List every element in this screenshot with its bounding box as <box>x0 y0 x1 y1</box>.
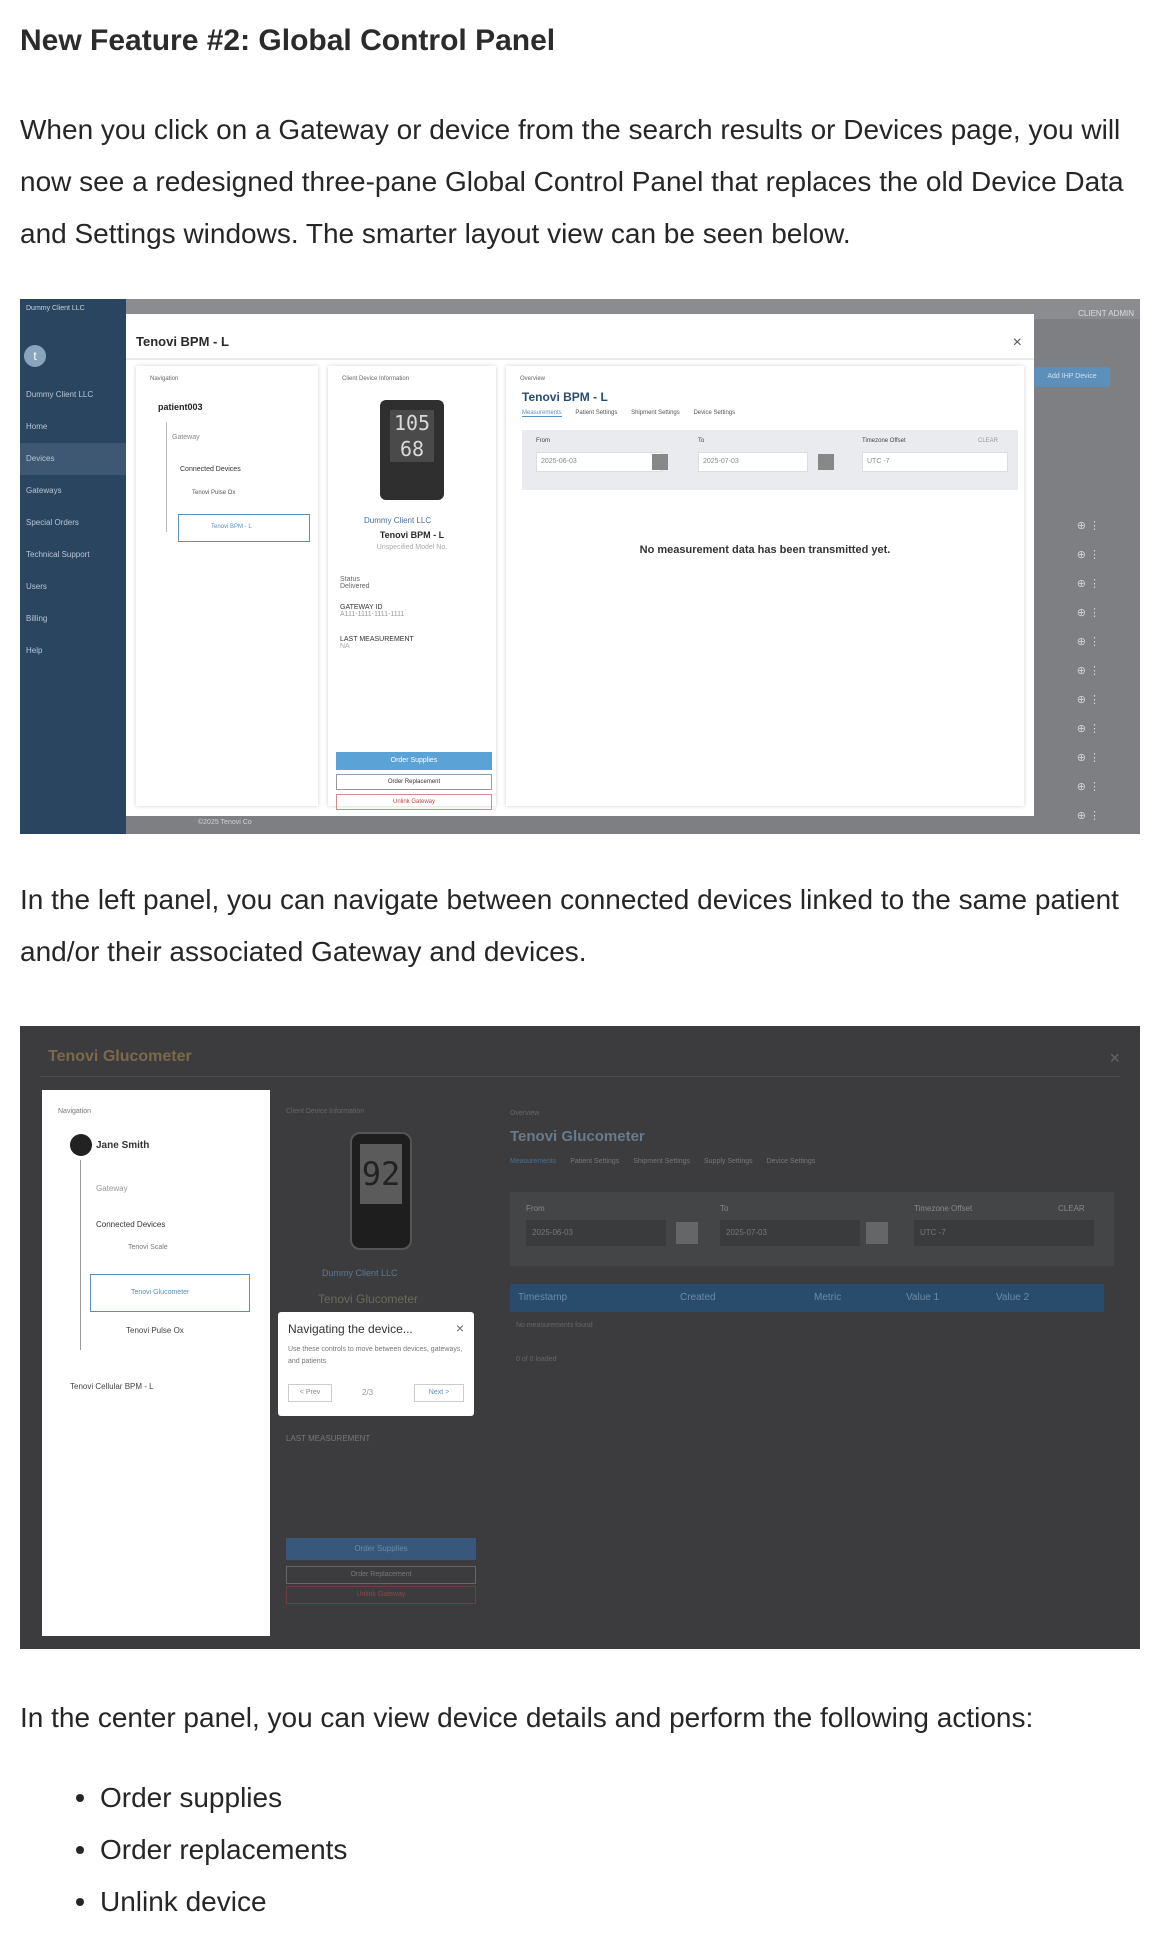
tab-shipment-settings[interactable]: Shipment Settings <box>633 1158 691 1165</box>
from-label: From <box>536 438 550 444</box>
blood-pressure-monitor-image <box>380 400 444 500</box>
device-node[interactable]: Tenovi Scale <box>128 1244 168 1251</box>
navigation-pane <box>42 1090 270 1636</box>
device-name: Tenovi Glucometer <box>318 1292 419 1306</box>
left-panel-paragraph: In the left panel, you can navigate between connected devices linked to the same patient and/or their associated Gateway and devices. <box>20 884 1119 967</box>
client-name: Dummy Client LLC <box>364 516 432 525</box>
device-node[interactable]: Tenovi Cellular BPM - L <box>70 1382 154 1391</box>
screenshot-navigation-panel <box>20 1026 1140 1649</box>
to-input[interactable]: 2025-07-03 <box>720 1220 860 1246</box>
connected-devices-label: Connected Devices <box>180 466 241 473</box>
last-measurement-label: LAST MEASUREMENT <box>286 1434 371 1443</box>
device-info-pane <box>328 366 496 806</box>
close-icon[interactable]: × <box>1012 334 1022 351</box>
to-label: To <box>698 438 705 444</box>
divider <box>126 358 1034 360</box>
pane-label: Navigation <box>58 1108 92 1115</box>
app-footer: ©2025 Tenovi Co <box>198 819 252 826</box>
step-counter: 2/3 <box>362 1388 374 1397</box>
close-icon[interactable]: × <box>455 1320 464 1336</box>
column-header[interactable]: Value 1 <box>906 1292 940 1303</box>
tooltip-title: Navigating the device... <box>288 1322 413 1336</box>
timezone-input[interactable]: UTC -7 <box>914 1220 1094 1246</box>
tab-supply-settings[interactable]: Supply Settings <box>704 1158 753 1165</box>
client-admin-label[interactable]: CLIENT ADMIN <box>1078 309 1134 318</box>
row-menu-icon[interactable]: ⊕ ⋮ <box>1076 752 1100 764</box>
list-item: Unlink device <box>76 1876 347 1928</box>
tooltip-body: Use these controls to move between devices, gateways, and patients <box>288 1346 463 1365</box>
status-label: Status <box>340 576 360 583</box>
gateway-node[interactable]: Gateway <box>172 434 200 441</box>
row-menu-icon[interactable]: ⊕ ⋮ <box>1076 723 1100 735</box>
add-device-button[interactable]: Add IHP Device <box>1034 367 1110 387</box>
row-menu-icon[interactable]: ⊕ ⋮ <box>1076 781 1100 793</box>
actions-list <box>76 1772 347 1928</box>
screenshot-global-control-panel <box>20 299 1140 834</box>
center-panel-paragraph: In the center panel, you can view device details and perform the following actions: <box>20 1702 1034 1733</box>
sidebar-item-special-orders[interactable]: Special Orders <box>26 518 79 527</box>
unlink-gateway-button[interactable]: Unlink Gateway <box>336 794 492 810</box>
avatar <box>70 1134 92 1156</box>
intro-paragraph: When you click on a Gateway or device from the search results or Devices page, you will now see a redesigned three-pane Global Control Panel that replaces the old Device Data and Settings windows. The smarter layout view can be seen below. <box>20 114 1124 249</box>
sidebar-item-gateways[interactable]: Gateways <box>26 486 62 495</box>
empty-table-message: No measurements found <box>516 1322 593 1329</box>
device-name: Tenovi BPM - L <box>379 530 445 540</box>
tree-line <box>166 422 167 532</box>
device-display: 105 68 <box>390 410 434 462</box>
timezone-input[interactable]: UTC -7 <box>862 452 1008 472</box>
status-value: Delivered <box>340 583 370 590</box>
status-field <box>340 576 370 590</box>
column-header[interactable]: Value 2 <box>996 1292 1030 1303</box>
sidebar-item-help[interactable]: Help <box>26 646 43 655</box>
list-item: Order replacements <box>76 1824 347 1876</box>
to-input[interactable]: 2025-07-03 <box>698 452 808 472</box>
row-menu-icon[interactable]: ⊕ ⋮ <box>1076 607 1100 619</box>
tree-line <box>80 1160 81 1350</box>
order-supplies-button[interactable]: Order Supplies <box>286 1538 476 1560</box>
pane-label: Client Device Information <box>286 1108 365 1115</box>
from-input[interactable]: 2025-06-03 <box>536 452 662 472</box>
control-panel-modal <box>126 314 1034 816</box>
patient-name[interactable]: patient003 <box>158 402 203 412</box>
row-menu-icon[interactable]: ⊕ ⋮ <box>1076 520 1100 532</box>
connected-devices-label: Connected Devices <box>96 1220 166 1229</box>
close-icon[interactable]: × <box>1109 1048 1120 1068</box>
device-node[interactable]: Tenovi Pulse Ox <box>126 1326 184 1335</box>
overview-tabs <box>522 410 747 416</box>
device-node[interactable]: Tenovi Pulse Ox <box>192 490 236 496</box>
tab-device-settings[interactable]: Device Settings <box>766 1158 816 1165</box>
device-model: Unspecified Model No. <box>376 544 448 551</box>
calendar-icon[interactable] <box>652 454 668 470</box>
tab-device-settings[interactable]: Device Settings <box>693 410 736 416</box>
device-node-selected[interactable]: Tenovi BPM - L <box>178 514 310 542</box>
client-name: Dummy Client LLC <box>322 1268 398 1278</box>
pane-label: Overview <box>520 376 546 382</box>
from-input[interactable]: 2025-06-03 <box>526 1220 666 1246</box>
tenovi-logo-icon: t <box>24 345 46 367</box>
from-label: From <box>526 1204 545 1213</box>
calendar-icon[interactable] <box>866 1222 888 1244</box>
tab-measurements[interactable]: Measurements <box>510 1158 557 1165</box>
sidebar-item-users[interactable]: Users <box>26 582 47 591</box>
sidebar-item-technical-support[interactable]: Technical Support <box>26 550 90 559</box>
sidebar-brand: Dummy Client LLC <box>26 305 85 312</box>
modal-title: Tenovi BPM - L <box>136 334 229 349</box>
calendar-icon[interactable] <box>676 1222 698 1244</box>
tab-measurements[interactable]: Measurements <box>522 410 562 416</box>
loaded-count: 0 of 0 loaded <box>516 1356 557 1363</box>
column-header[interactable]: Metric <box>814 1292 842 1303</box>
sidebar-item-home[interactable]: Home <box>26 422 48 431</box>
article-heading: New Feature #2: Global Control Panel <box>20 24 556 57</box>
overview-title: Tenovi BPM - L <box>522 390 608 404</box>
calendar-icon[interactable] <box>818 454 834 470</box>
glucometer-image <box>350 1132 412 1250</box>
row-action-icons <box>1040 519 1100 834</box>
tab-patient-settings[interactable]: Patient Settings <box>570 1158 620 1165</box>
device-display: 92 <box>360 1144 402 1204</box>
column-header[interactable]: Created <box>680 1292 716 1303</box>
pane-label: Client Device Information <box>342 376 410 382</box>
date-filter <box>510 1192 1114 1266</box>
row-menu-icon[interactable]: ⊕ ⋮ <box>1076 810 1100 822</box>
clear-button[interactable]: CLEAR <box>978 438 999 444</box>
gateway-id-label: GATEWAY ID <box>340 604 383 611</box>
order-supplies-button[interactable]: Order Supplies <box>336 752 492 770</box>
pane-label: Overview <box>510 1110 540 1117</box>
sidebar-item-client[interactable]: Dummy Client LLC <box>26 390 94 399</box>
patient-name[interactable]: Jane Smith <box>96 1140 150 1151</box>
modal-title: Tenovi Glucometer <box>48 1048 192 1065</box>
table-header <box>510 1284 1104 1312</box>
last-measurement-value: NA <box>340 643 350 650</box>
app-sidebar <box>20 299 126 834</box>
gateway-id-value[interactable]: A111-1111-1111-1111 <box>340 611 405 618</box>
prev-button[interactable]: < Prev <box>288 1384 332 1402</box>
tab-patient-settings[interactable]: Patient Settings <box>575 410 618 416</box>
divider <box>40 1076 1120 1077</box>
empty-state-message: No measurement data has been transmitted yet. <box>639 544 891 556</box>
row-menu-icon[interactable]: ⊕ ⋮ <box>1076 578 1100 590</box>
list-item: Order supplies <box>76 1772 347 1824</box>
gateway-node[interactable]: Gateway <box>96 1184 128 1193</box>
sidebar-item-billing[interactable]: Billing <box>26 614 48 623</box>
navigation-tooltip <box>278 1312 474 1416</box>
to-label: To <box>720 1204 729 1213</box>
unlink-gateway-button[interactable]: Unlink Gateway <box>286 1586 476 1604</box>
next-button[interactable]: Next > <box>414 1384 464 1402</box>
pane-label: Navigation <box>150 376 179 382</box>
row-menu-icon[interactable]: ⊕ ⋮ <box>1076 694 1100 706</box>
clear-button[interactable]: CLEAR <box>1058 1204 1085 1213</box>
sidebar-item-devices[interactable]: Devices <box>20 443 126 475</box>
timezone-label: Timezone Offset <box>862 438 906 444</box>
row-menu-icon[interactable]: ⊕ ⋮ <box>1076 636 1100 648</box>
navigation-pane <box>136 366 318 806</box>
timezone-label: Timezone Offset <box>914 1204 973 1213</box>
gateway-id-field <box>340 604 404 618</box>
last-measurement-label: LAST MEASUREMENT <box>340 636 414 643</box>
order-replacement-button[interactable]: Order Replacement <box>286 1566 476 1584</box>
date-filter <box>522 430 1018 490</box>
last-measurement-field <box>340 636 414 650</box>
row-menu-icon[interactable]: ⊕ ⋮ <box>1076 665 1100 677</box>
column-header[interactable]: Timestamp <box>518 1292 568 1303</box>
order-replacement-button[interactable]: Order Replacement <box>336 774 492 790</box>
tab-shipment-settings[interactable]: Shipment Settings <box>631 410 680 416</box>
sidebar-nav <box>20 379 126 667</box>
overview-tabs <box>510 1158 827 1165</box>
device-node-selected[interactable]: Tenovi Glucometer <box>90 1274 250 1312</box>
overview-title: Tenovi Glucometer <box>510 1128 645 1145</box>
overview-pane <box>506 366 1024 806</box>
row-menu-icon[interactable]: ⊕ ⋮ <box>1076 549 1100 561</box>
